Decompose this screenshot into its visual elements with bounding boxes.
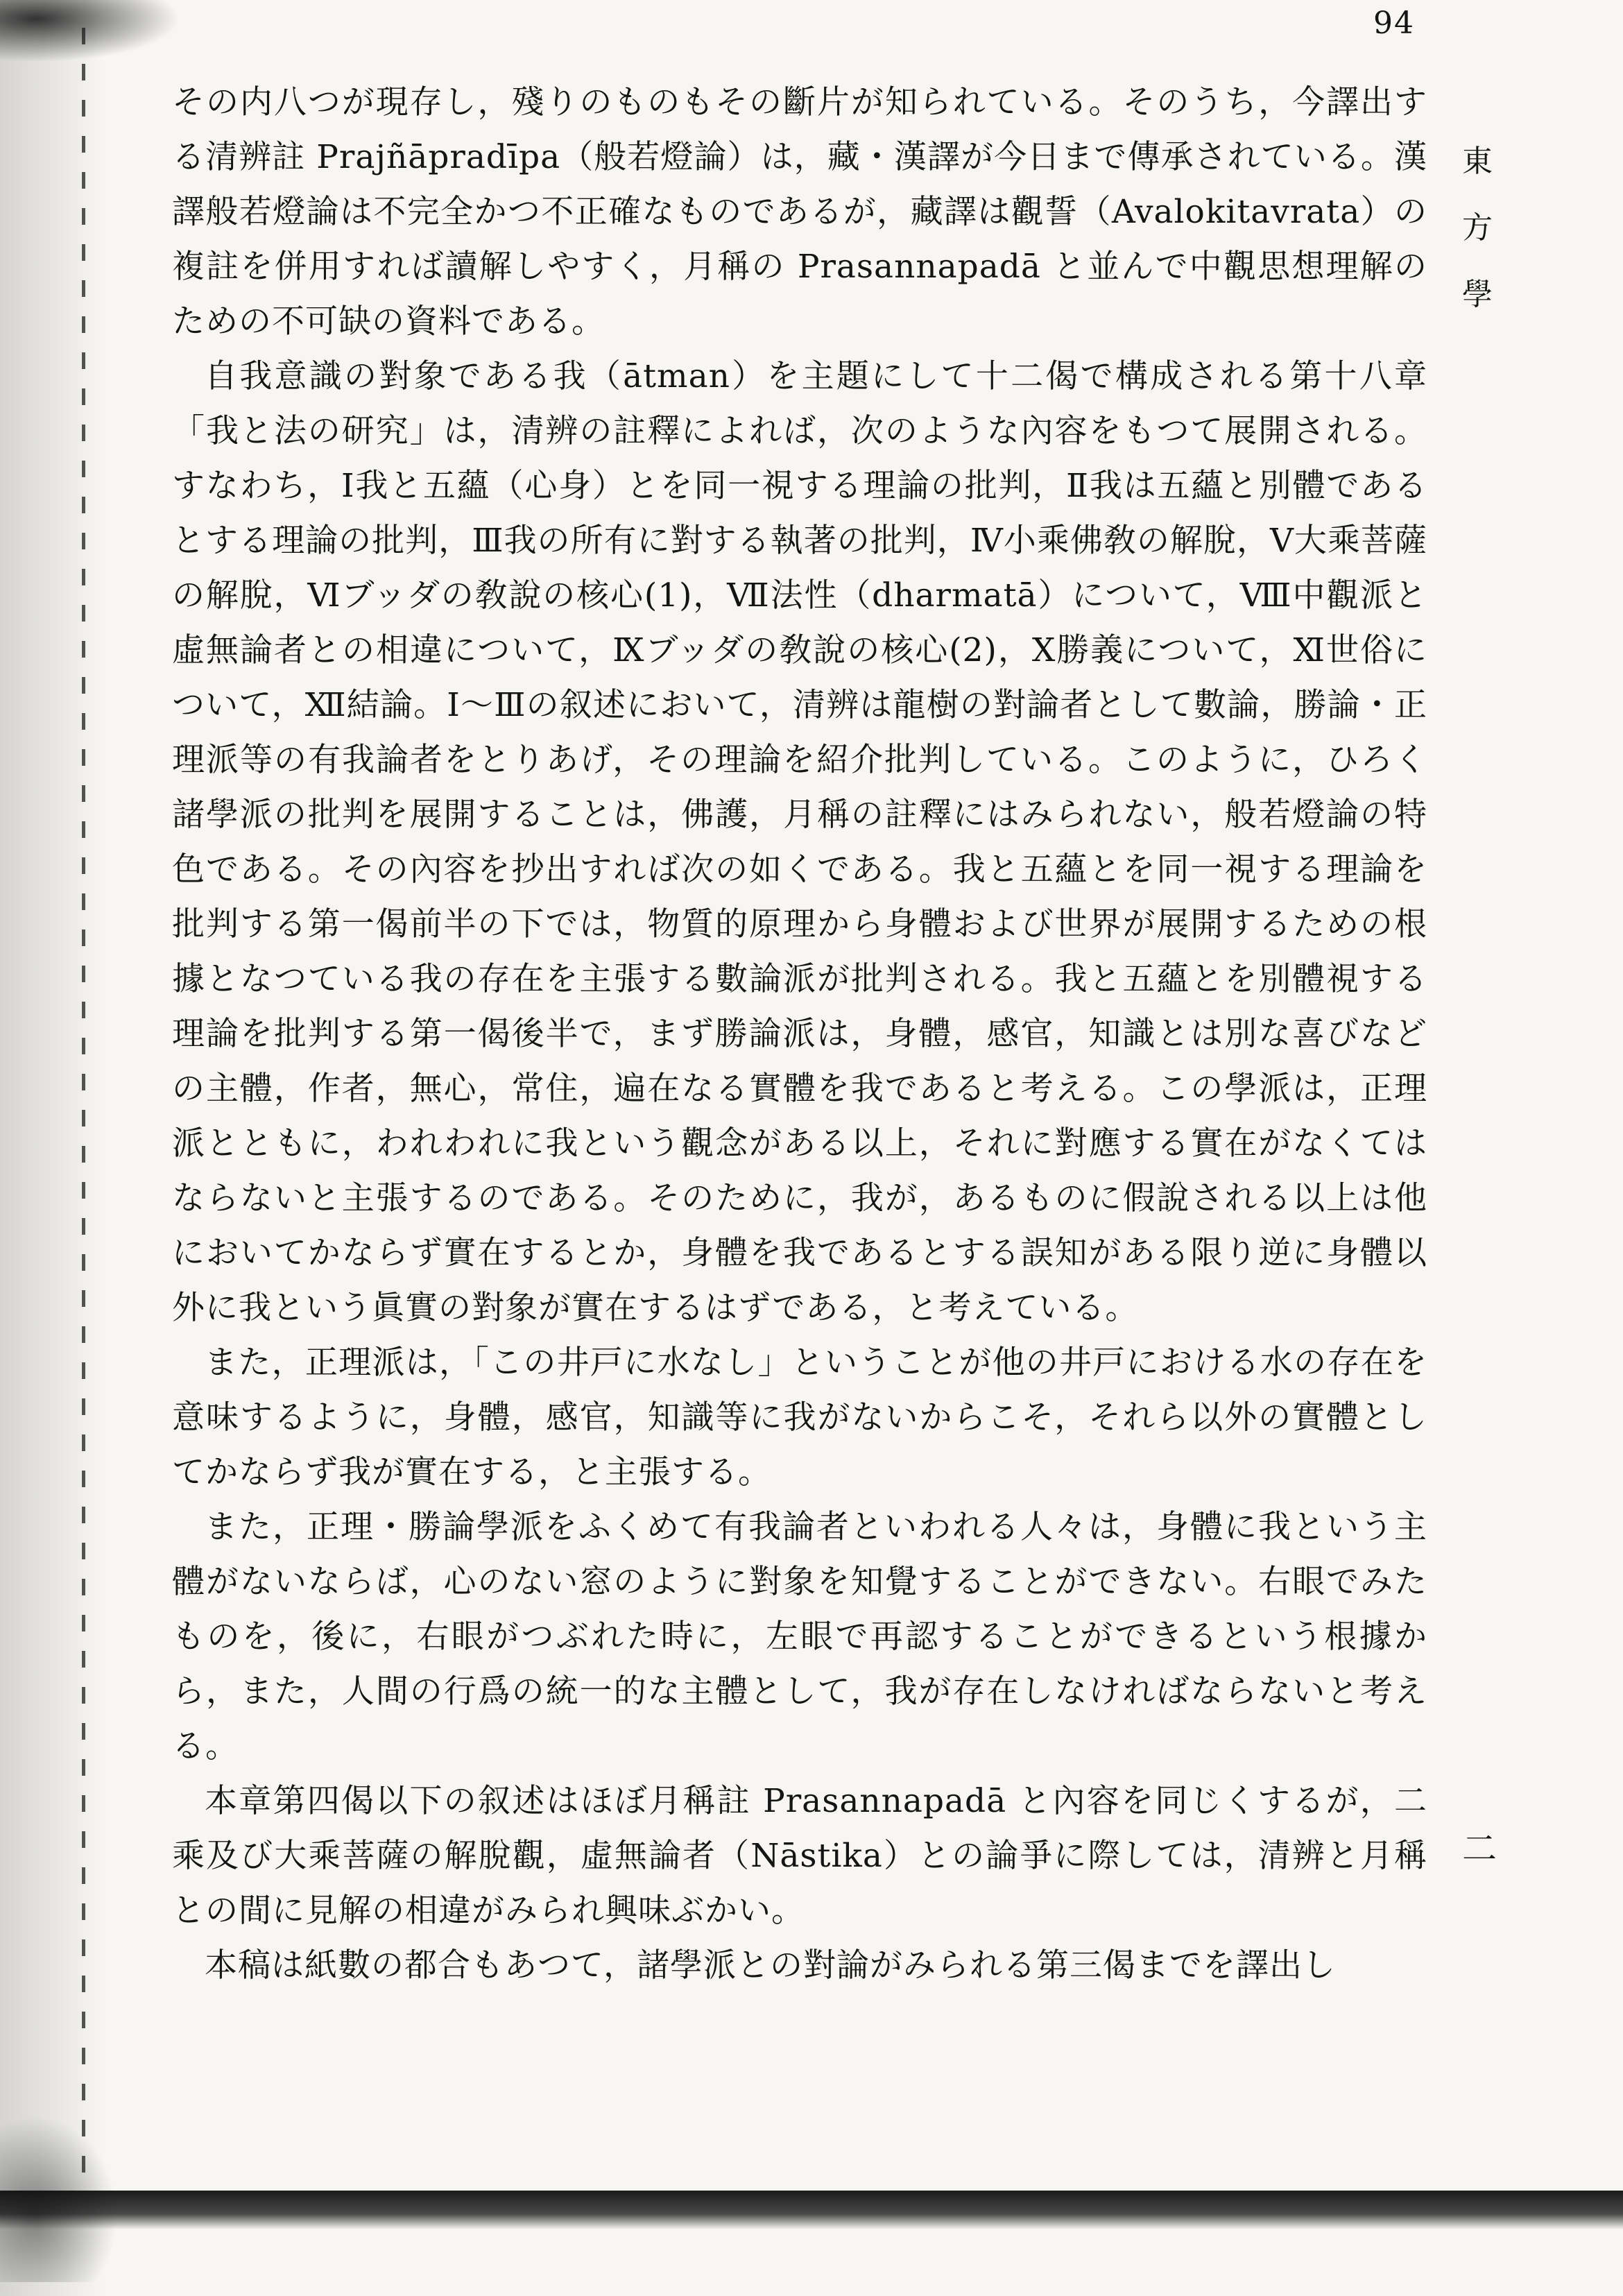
scan-bottom-border [0, 2191, 1623, 2229]
paragraph: 自我意識の對象である我（ātman）を主題にして十二偈で構成される第十八章「我と法の研究」は，清辨の註釋によれば，次のような內容をもつて展開される。すなわち，Ⅰ我と五蘊（心身）とを同一視する理論の批判，Ⅱ我は五蘊と別體であるとする理論の批判，Ⅲ我の所有に對する執著の批判，Ⅳ小乘佛敎の解脫，Ⅴ大乘菩薩の解脫，Ⅵブッダの敎說の核心(1)，Ⅶ法性（dharmatā）について，Ⅷ中觀派と虛無論者との相違について，Ⅸブッダの敎說の核心(2)，Ⅹ勝義について，Ⅺ世俗について，Ⅻ結論。Ⅰ～Ⅲの叙述において，清辨は龍樹の對論者として數論，勝論・正理派等の有我論者をとりあげ，その理論を紹介批判している。このように，ひろく諸學派の批判を展開することは，佛護，月稱の註釋にはみられない，般若燈論の特色である。その內容を抄出すれば次の如くである。我と五蘊とを同一視する理論を批判する第一偈前半の下では，物質的原理から身體および世界が展開するための根據となつている我の存在を主張する數論派が批判される。我と五蘊とを別體視する理論を批判する第一偈後半で，まず勝論派は，身體，感官，知識とは別な喜びなどの主體，作者，無心，常住，遍在なる實體を我であると考える。この學派は，正理派とともに，われわれに我という觀念がある以上，それに對應する實在がなくてはならないと主張するのである。そのために，我が，あるものに假說される以上は他においてかならず實在するとか，身體を我であるとする誤知がある限り逆に身體以外に我という眞實の對象が實在するはずである，と考えている。 [172, 357, 1427, 1327]
side-label-char: 學 [1462, 277, 1493, 312]
paragraph: 本章第四偈以下の叙述はほぼ月稱註 Prasannapadā と內容を同じくするが，二乘及び大乘菩薩の解脫觀，虛無論者（Nāstika）との論爭に際しては，清辨と月稱との間に見解の相違がみられ興味ぶかい。 [172, 1782, 1427, 1930]
paragraph: また，正理派は，「この井戸に水なし」ということが他の井戸における水の存在を意味するように，身體，感官，知識等に我がないからこそ，それら以外の實體としてかならず我が實在する，と主張する。 [172, 1344, 1427, 1491]
side-label-char: 方 [1462, 210, 1493, 246]
page-number: 94 [1373, 6, 1415, 41]
side-label-char: 東 [1462, 144, 1493, 179]
scan-smudge-top [0, 0, 180, 62]
paragraph: その内八つが現存し，殘りのものもその斷片が知られている。そのうち，今譯出する清辨註 Prajñāpradīpa（般若燈論）は，藏・漢譯が今日まで傳承されている。漢譯般若燈論は不完全かつ不正確なものであるが，藏譯は觀誓（Avalokitavrata）の複註を併用すれば讀解しやすく，月稱の Prasannapadā と並んで中觀思想理解のための不可缺の資料である。 [172, 83, 1427, 341]
paragraph: また，正理・勝論學派をふくめて有我論者といわれる人々は，身體に我という主體がないならば，心のない窓のように對象を知覺することができない。右眼でみたものを，後に，右眼がつぶれた時に，左眼で再認することができるという根據から，また，人間の行爲の統一的な主體として，我が存在しなければならないと考える。 [172, 1508, 1427, 1765]
running-header-vertical [1457, 128, 1498, 328]
scan-shadow-left [0, 0, 104, 2296]
binding-edge [82, 28, 85, 2192]
body-text [172, 75, 1427, 1993]
section-marker: 二 [1462, 1828, 1497, 1869]
paragraph: 本稿は紙數の都合もあつて，諸學派との對論がみられる第三偈までを譯出し [205, 1946, 1337, 1985]
